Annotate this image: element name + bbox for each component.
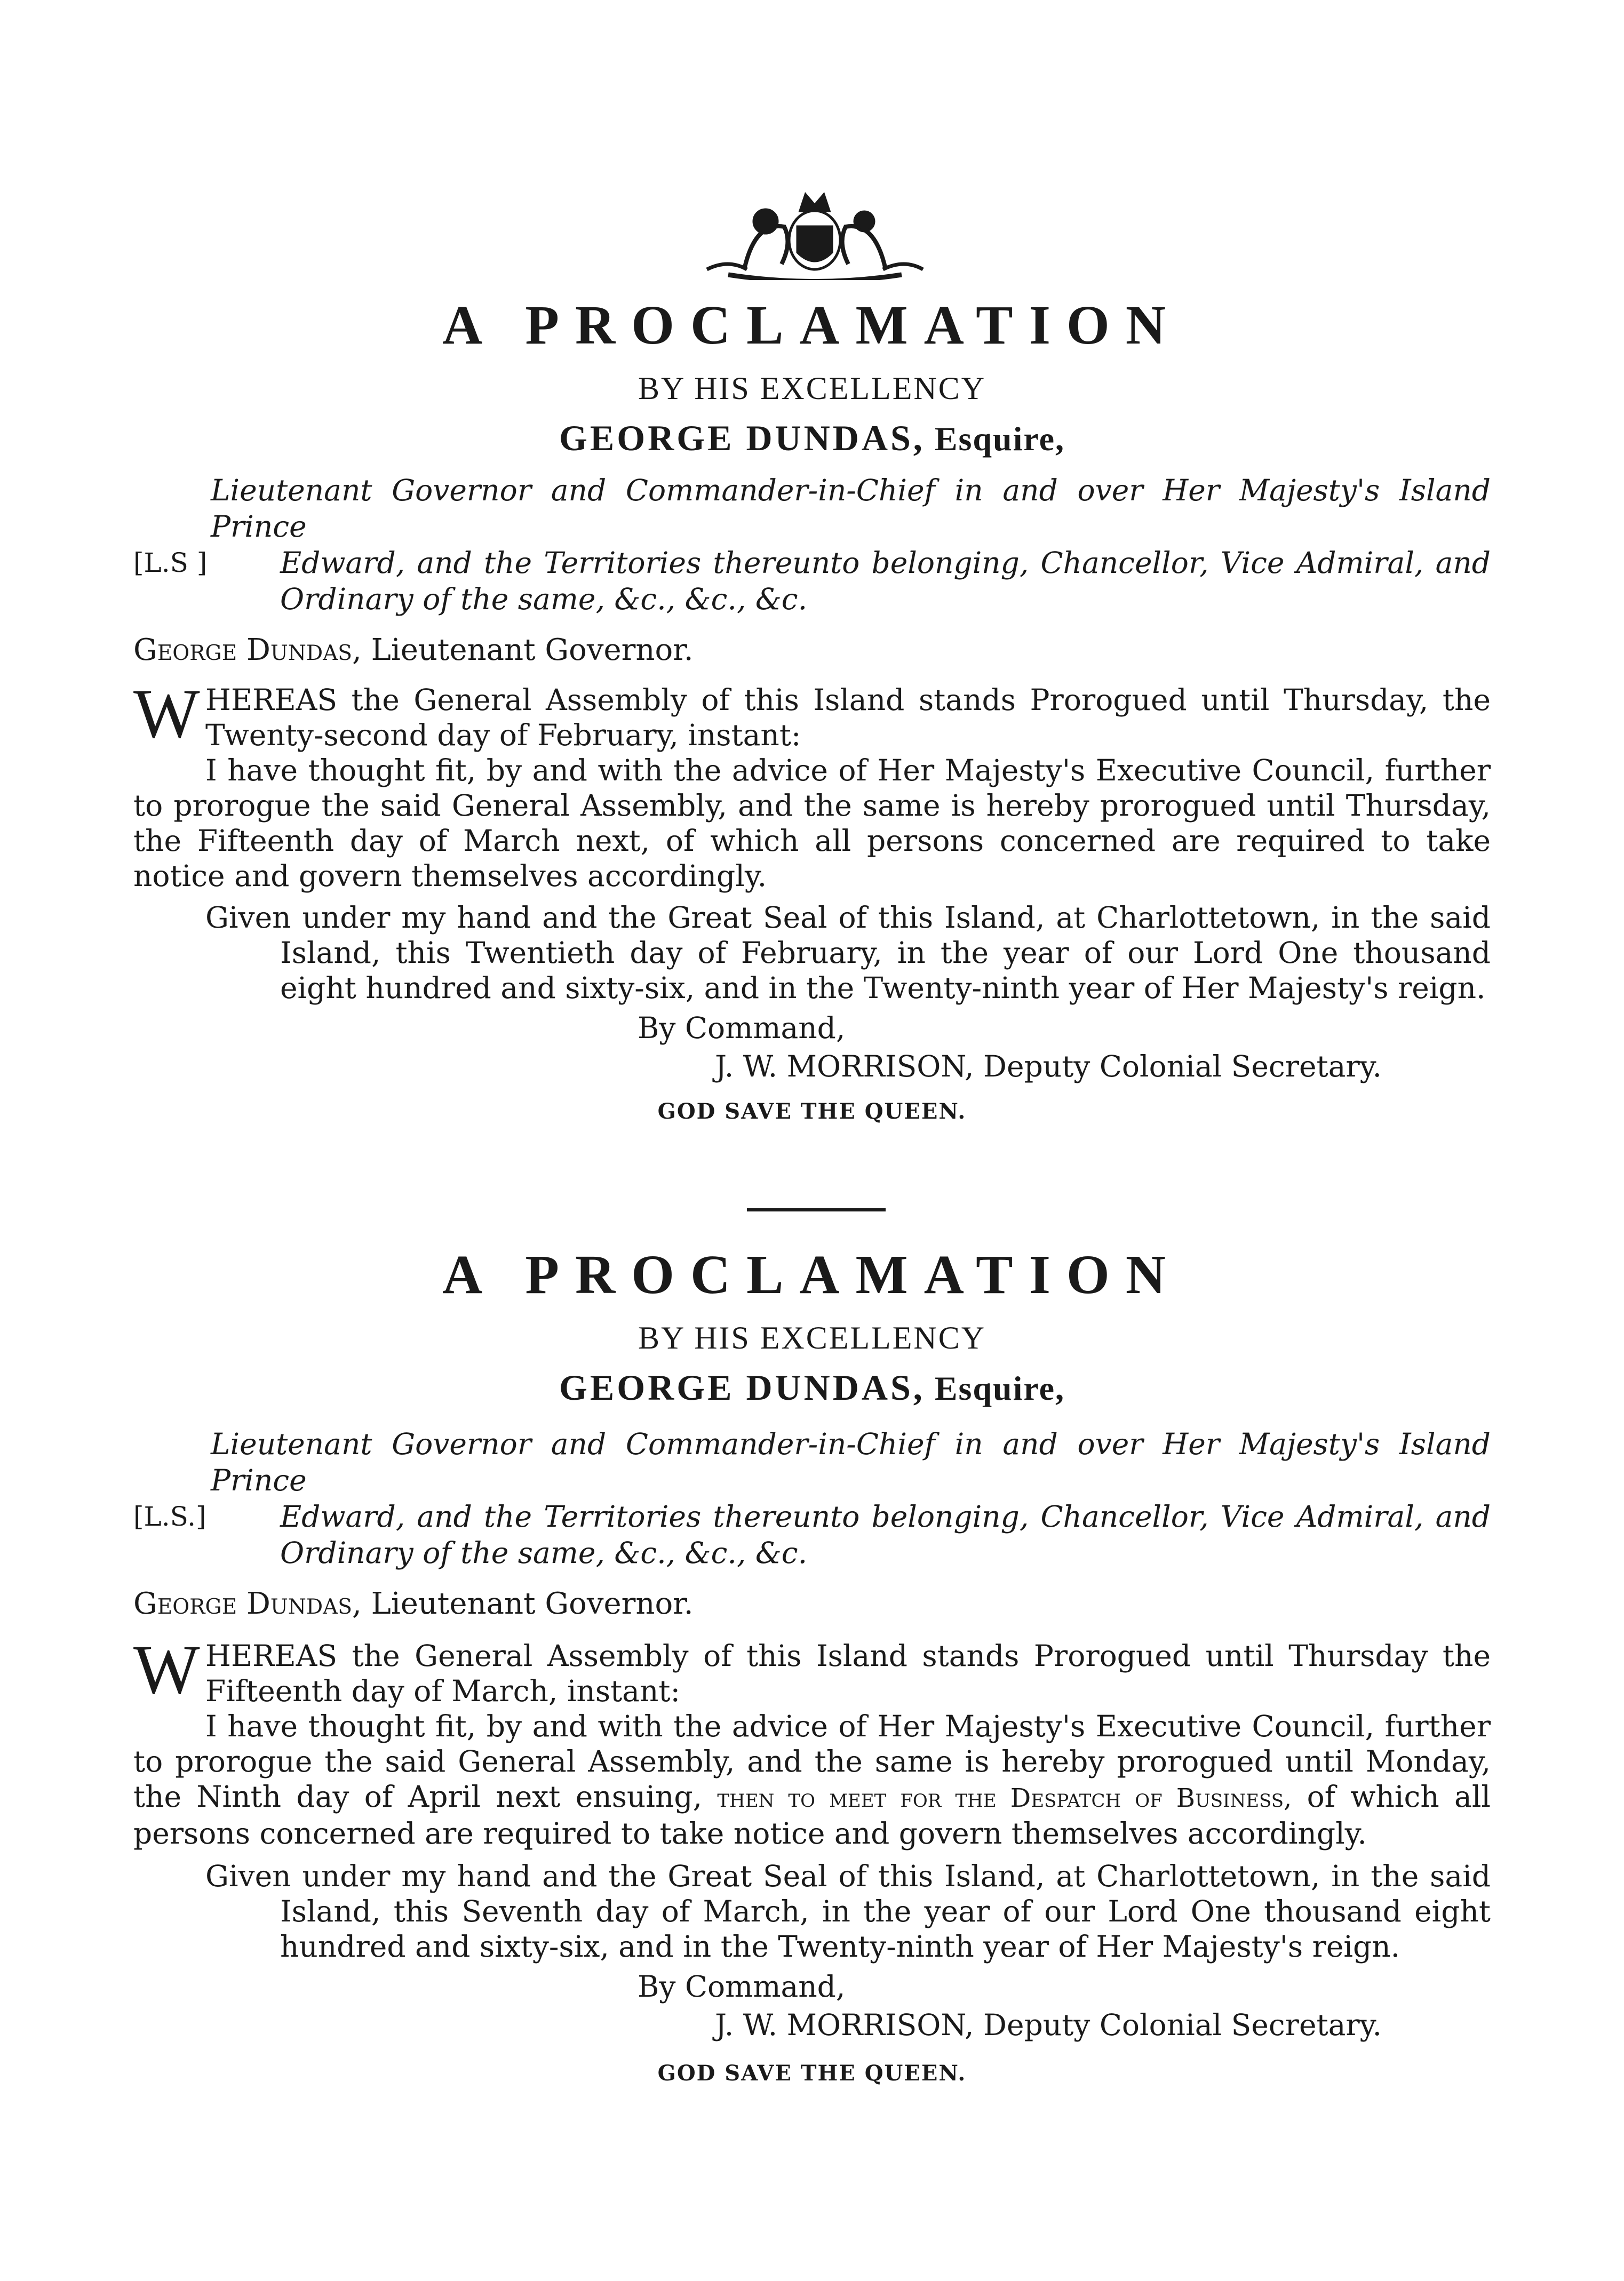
seal-mark: [L.S ] <box>133 547 208 578</box>
drop-cap: W <box>133 674 200 753</box>
whereas-line: HEREAS the General Assembly of this Island stands Prorogued until Thursday, the <box>205 683 1491 717</box>
proclamation-title: A PROCLAMATION <box>442 1244 1182 1305</box>
given-under-rest: Island, this Twentieth day of February, in the year of our Lord One thousand eight hundred and sixty-six, and in the Twenty-ninth year of Her Majesty's reign. <box>280 936 1491 1005</box>
by-command: By Command, <box>638 1969 846 2004</box>
titles-line: Lieutenant Governor and Commander-in-Chief in and over Her Majesty's Island Prince <box>211 1427 1491 1497</box>
by-his-excellency: BY HIS EXCELLENCY <box>638 1320 986 1355</box>
resolution-text: I have thought fit, by and with the advice of Her Majesty's Executive Council, further to prorogue the said General Assembly, and the same is hereby prorogued until Monday, the Ninth day of April next ensuing, <box>133 1709 1491 1814</box>
governor-heading-esquire: Esquire, <box>934 1369 1065 1407</box>
proclamation-title: A PROCLAMATION <box>442 294 1182 356</box>
governor-heading <box>0 1362 1624 1414</box>
titles-line: Lieutenant Governor and Commander-in-Chief in and over Her Majesty's Island Prince <box>211 473 1491 544</box>
titles-line: Ordinary of the same, &c., &c., &c. <box>280 1536 808 1570</box>
secretary-signature: J. W. MORRISON, Deputy Colonial Secretary. <box>715 1049 1382 1083</box>
governor-heading <box>0 412 1624 465</box>
given-under-line: Given under my hand and the Great Seal of this Island, at Charlottetown, in the said <box>205 900 1491 935</box>
royal-coat-of-arms-icon <box>696 189 934 280</box>
governor-name: George Dundas, <box>133 633 362 667</box>
governor-heading-esquire: Esquire, <box>934 420 1065 458</box>
by-command: By Command, <box>638 1011 846 1045</box>
seal-mark: [L.S.] <box>133 1501 206 1532</box>
governor-role: Lieutenant Governor. <box>371 1586 694 1621</box>
given-under-line: Given under my hand and the Great Seal of this Island, at Charlottetown, in the said <box>205 1859 1491 1893</box>
governor-signature-line <box>0 1583 1624 1625</box>
titles-line: Edward, and the Territories thereunto belonging, Chancellor, Vice Admiral, and <box>280 1500 1491 1534</box>
god-save-the-queen: GOD SAVE THE QUEEN. <box>657 1099 967 1124</box>
by-his-excellency: BY HIS EXCELLENCY <box>638 371 986 406</box>
whereas-line: Fifteenth day of March, instant: <box>205 1674 681 1708</box>
titles-line: Ordinary of the same, &c., &c., &c. <box>280 582 808 616</box>
given-under-rest: Island, this Seventh day of March, in the year of our Lord One thousand eight hundred and sixty-six, and in the Twenty-ninth year of Her Majesty's reign. <box>280 1894 1491 1964</box>
drop-cap: W <box>133 1630 200 1709</box>
resolution-paragraph: I have thought fit, by and with the advice of Her Majesty's Executive Council, further to prorogue the said General Assembly, and the same is hereby prorogued until Thursday, the Fifteenth day of March next, of which all persons concerned are required to take notice and govern themselves accordingly. <box>133 753 1491 893</box>
proclamation-2 <box>0 1240 1624 2097</box>
proclamation-1 <box>0 291 1624 1136</box>
resolution-paragraph <box>0 1709 1624 1851</box>
whereas-clause <box>0 1630 1624 1709</box>
resolution-smallcaps: then to meet for the Despatch of Business, <box>717 1783 1292 1813</box>
governor-titles <box>0 1426 1624 1571</box>
secretary-signature: J. W. MORRISON, Deputy Colonial Secretary. <box>715 2008 1382 2042</box>
resolution-text: of which all persons concerned are required to take notice and govern themselves accordingly. <box>133 1780 1491 1851</box>
governor-signature-line <box>0 629 1624 672</box>
governor-name: George Dundas, <box>133 1586 362 1621</box>
separator-rule <box>747 1208 886 1211</box>
governor-heading-name: GEORGE DUNDAS, <box>559 418 925 458</box>
whereas-line: Twenty-second day of February, instant: <box>205 718 801 752</box>
governor-role: Lieutenant Governor. <box>371 633 694 667</box>
god-save-the-queen: GOD SAVE THE QUEEN. <box>657 2061 967 2086</box>
titles-line: Edward, and the Territories thereunto belonging, Chancellor, Vice Admiral, and <box>280 546 1491 580</box>
governor-heading-name: GEORGE DUNDAS, <box>559 1367 925 1408</box>
governor-titles <box>0 472 1624 617</box>
whereas-clause <box>0 674 1624 753</box>
whereas-line: HEREAS the General Assembly of this Island stands Prorogued until Thursday the <box>205 1639 1491 1673</box>
